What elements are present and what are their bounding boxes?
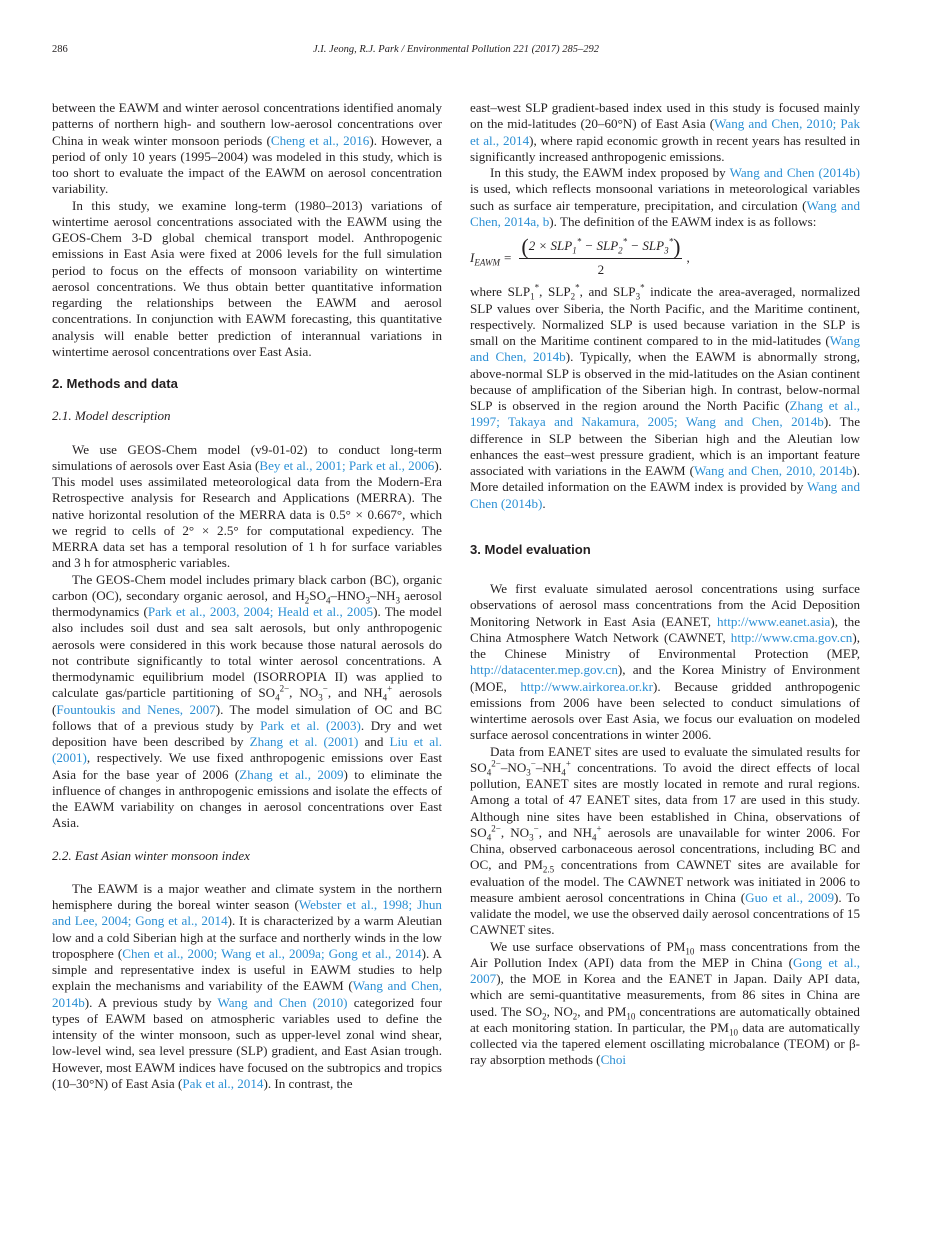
citation-link[interactable]: Bey et al., 2001; Park et al., 2006 — [259, 457, 435, 473]
superscript: − — [533, 823, 539, 834]
eq-subscript: EAWM — [474, 257, 501, 268]
eq-subscript: 3 — [664, 245, 669, 256]
running-head: J.I. Jeong, R.J. Park / Environmental Pollution 221 (2017) 285–292 — [313, 44, 599, 55]
text-run: categorized four types of EAWM based on atmospheric variables used to define the intensity of the winter monsoon, such as upper-level zonal wind shear, low-level wind, sea level pressure (SLP) gradient, and East Asian trough. However, most EAWM indices have focused on the subtropics and tropics (10–30°N) of East Asia ( — [52, 994, 442, 1091]
subsection-heading: 2.2. East Asian winter monsoon index — [52, 847, 250, 863]
text-run: ). It is characterized by a warm Aleutian low and a cold Siberian high at the surface and northerly winds in the low troposphere ( — [52, 913, 442, 961]
eq-lhs — [470, 250, 500, 266]
paragraph — [52, 198, 442, 361]
subscript: 4 — [592, 832, 597, 843]
section-heading: 3. Model evaluation — [470, 541, 591, 557]
text-run: –NH — [535, 759, 562, 775]
citation-link[interactable]: http://datacenter.mep.gov.cn — [470, 662, 618, 678]
superscript: − — [530, 758, 536, 769]
subscript: 2 — [572, 1011, 578, 1022]
text-run: aerosol thermodynamics ( — [52, 587, 442, 619]
subsection-heading: 2.1. Model description — [52, 408, 171, 424]
citation-link[interactable]: Chen et al., 2000; Wang et al., 2009a; Gong et al., 2014 — [122, 945, 422, 961]
text-run: ), the Chinese Ministry of Environmental Protection (MEP, — [470, 629, 860, 662]
subscript: 3 — [318, 692, 323, 703]
text-run: , NO — [546, 1003, 573, 1019]
eq-term: − SLP — [581, 238, 619, 253]
text-run: ). The definition of the EAWM index is as follows: — [549, 213, 817, 229]
paragraph — [52, 572, 442, 832]
superscript: * — [640, 283, 645, 294]
eq-term: 2 × SLP — [528, 238, 573, 253]
text-run: ), where rapid economic growth in recent years has resulted in significantly increased anthropogenic emissions. — [470, 132, 860, 164]
superscript: + — [565, 758, 571, 769]
citation-link[interactable]: Liu et al. (2001) — [52, 734, 442, 766]
text-run: , NO — [500, 824, 530, 840]
text-run: ). Typically, when the EAWM is abnormally strong, above-normal SLP is observed in the mid-latitudes on the Asian continent because of amplification of the Siberian high. In contrast, below-normal SLP is observed in the region around the North Pacific ( — [470, 349, 860, 414]
citation-link[interactable]: Gong et al., 2007 — [470, 954, 860, 987]
text-run: ). The difference in SLP between the Siberian high and the Aleutian low enhances the east–west pressure gradient, which is an important feature associated with variations in the EAWM ( — [470, 414, 861, 479]
subscript: 4 — [382, 692, 388, 703]
citation-link[interactable]: Wang and Chen, 2014b — [52, 978, 442, 1010]
citation-link[interactable]: Wang and Chen, 2010, 2014b — [693, 463, 853, 479]
text-run: –NO — [500, 759, 527, 775]
citation-link[interactable]: Wang and Chen, 2014a, b — [470, 197, 860, 229]
text-run: , NO — [289, 685, 319, 701]
citation-link[interactable]: http://www.eanet.asia — [717, 613, 831, 629]
eq-numerator: $(2 \times SLP_1^* - SLP_2^* - SLP_3^*)$ — [521, 233, 681, 259]
eq-symbol: I — [470, 250, 475, 266]
citation-link[interactable]: Wang and Chen (2014b) — [729, 165, 860, 180]
text-run: concentrations. To avoid the direct effects of local pollution, EANET sites are mostly located in remote and rural regions. Among a total of 47 EANET sites, data from 17 are used in this study. Although nine sites have been established in China, observations of SO — [470, 759, 860, 840]
eq-term: − SLP — [627, 238, 665, 253]
subscript: 4 — [486, 767, 492, 778]
text-run: east–west SLP gradient-based index used in this study is focused mainly on the mid-latitudes (20–60°N) of East Asia ( — [470, 100, 860, 132]
section-heading: 2. Methods and data — [52, 376, 178, 391]
superscript: + — [387, 683, 393, 694]
superscript: 2− — [491, 823, 501, 834]
paragraph — [52, 881, 442, 1092]
text-run: . — [542, 495, 546, 511]
text-run: ), the MOE in Korea and the EANET in Japan. Daily API data, which are semi-quantitative measurements, from 86 sites in China are used. The SO — [470, 971, 860, 1019]
left-column — [52, 100, 442, 1092]
text-run: , SLP — [539, 284, 571, 300]
citation-link[interactable]: Park et al. (2003) — [260, 717, 361, 733]
text-run: ). The model also includes soil dust and sea salt aerosols, but only anthropogenic aerosols were considered in this work because those natural aerosols do not contribute significantly to total winter aerosol concentrations. A thermodynamic equilibrium model (ISORROPIA II) was applied to calculate gas/particle partitioning of SO — [52, 604, 442, 701]
paragraph — [470, 744, 860, 939]
subscript: 2.5 — [542, 865, 555, 875]
text-run: In this study, we examine long-term (1980–2013) variations of wintertime aerosol concentrations associated with the EAWM using the GEOS-Chem 3-D global chemical transport model. Anthropogenic emissions in East Asia were fixed at 2006 levels for the full simulation period to focus on the effects of monsoon variability on wintertime aerosol concentrations. We thus obtain better quantitative information regarding the relationships between the EAWM and aerosol concentrations. In conjunction with EAWM forecasting, this quantitative analysis will enable better prediction of interannual variations in wintertime aerosol concentrations over East Asia. — [52, 197, 442, 359]
text-run: . Dry and wet deposition have been described by — [52, 717, 442, 749]
citation-link[interactable]: Guo et al., 2009 — [745, 889, 835, 905]
citation-link[interactable]: http://www.airkorea.or.kr — [520, 678, 653, 694]
superscript: * — [534, 283, 540, 294]
subscript: 4 — [486, 832, 492, 843]
text-run: ), and the Korea Ministry of Environment (MOE, — [470, 662, 860, 694]
citation-link[interactable]: Zhang et al., 1997; Takaya and Nakamura, 2005; Wang and Chen, 2014b — [470, 398, 860, 430]
paragraph — [52, 100, 442, 198]
paragraph — [470, 284, 860, 512]
eq-equals: = — [504, 250, 512, 266]
eq-star: * — [576, 236, 582, 247]
citation-link[interactable]: Wang and Chen, 2010; Pak et al., 2014 — [470, 116, 860, 148]
text-run: mass concentrations from the Air Pollution Index (API) data from the MEP in China ( — [470, 938, 860, 970]
text-run: ). A simple and representative index is useful in EAWM studies to help explain the mechanisms and variability of the EAWM ( — [52, 945, 443, 994]
eq-star: * — [668, 236, 674, 247]
text-run: ), the China Atmosphere Watch Network (CAWNET, — [470, 613, 861, 645]
subscript: 1 — [530, 292, 535, 302]
eq-denominator: 2 — [597, 262, 605, 278]
superscript: * — [575, 283, 580, 294]
text-run: where SLP — [470, 284, 531, 300]
subscript: 2 — [304, 595, 310, 606]
subscript: 4 — [326, 595, 331, 606]
subscript: 10 — [685, 946, 695, 957]
text-run: –NH — [369, 587, 396, 603]
text-run: concentrations from CAWNET sites are available for evaluation of the model. The CAWNET network was initiated in 2006 to measure ambient aerosol concentrations in China ( — [470, 857, 861, 905]
text-run: data are automatically collected via the tapered element oscillating microbalance (TEOM) or β-ray absorption methods ( — [470, 1019, 861, 1068]
text-run: –HNO — [330, 587, 366, 603]
subscript: 3 — [365, 595, 370, 606]
text-run: aerosols ( — [52, 685, 443, 717]
superscript: − — [322, 683, 328, 694]
text-run: We use GEOS-Chem model (v9-01-02) to conduct long-term simulations of aerosols over East Asia ( — [52, 441, 442, 473]
subscript: 2 — [570, 292, 576, 302]
citation-link[interactable]: Cheng et al., 2016 — [270, 132, 370, 148]
text-run: ). In contrast, the — [263, 1075, 353, 1091]
eq-subscript: 1 — [572, 245, 577, 256]
eq-trailing-comma: , — [686, 250, 690, 266]
text-run: between the EAWM and winter aerosol concentrations identified anomaly patterns of northern high- and southern low-aerosol concentrations over China in weak winter monsoon periods ( — [52, 100, 442, 148]
subscript: 4 — [275, 692, 280, 703]
text-run: ). A previous study by — [84, 994, 218, 1010]
paragraph — [52, 442, 442, 572]
paragraph — [470, 939, 860, 1069]
page-number: 286 — [52, 44, 68, 55]
text-run: , and NH — [327, 685, 383, 701]
citation-link[interactable]: Wang and Chen, 2014b — [470, 333, 860, 365]
right-column — [470, 100, 860, 1069]
text-run: , and PM — [577, 1003, 627, 1019]
subscript: 10 — [728, 1027, 738, 1038]
subscript: 3 — [395, 595, 400, 606]
text-run: ). However, a period of only 10 years (1995–2004) was modeled in this study, which is too short to evaluate the impact of the EAWM on aerosol concentration variability. — [52, 132, 443, 197]
paragraph — [470, 581, 860, 744]
citation-link[interactable]: Zhang et al. (2001) — [249, 734, 359, 749]
text-run: ). To validate the model, we use the observed daily aerosol concentrations of 15 CAWNET sites. — [470, 889, 860, 938]
subscript: 3 — [635, 292, 641, 302]
eq-fraction — [519, 233, 682, 278]
subscript: 3 — [529, 832, 534, 843]
text-run: is used, which reflects monsoonal variations in meteorological variables such as surface air temperature, precipitation, and circulation ( — [470, 181, 860, 213]
paragraph — [470, 165, 860, 230]
text-run: ) to eliminate the influence of changes in anthropogenic emissions and isolate the effects of the EAWM variability on changes in aerosol concentrations over East Asia. — [52, 766, 442, 831]
eawm-equation — [470, 233, 860, 278]
text-run: SO — [309, 587, 327, 603]
text-run: and — [358, 734, 390, 749]
eq-subscript: 2 — [618, 245, 623, 256]
subscript: 10 — [626, 1011, 636, 1022]
subscript: 2 — [542, 1011, 547, 1022]
citation-link[interactable]: Park et al., 2003, 2004; Heald et al., 2005 — [147, 604, 374, 619]
citation-link[interactable]: Zhang et al., 2009 — [239, 766, 344, 782]
citation-link[interactable]: Choi — [600, 1052, 627, 1068]
text-run: We first evaluate simulated aerosol concentrations using surface observations of aerosol mass concentrations from the Acid Deposition Monitoring Network in East Asia (EANET, — [470, 581, 860, 629]
text-run: aerosols are unavailable for winter 2006. For China, observed carbonaceous aerosol concentrations, including BC and OC, and PM — [470, 824, 860, 873]
text-run: , and SLP — [579, 284, 636, 300]
text-run: indicate the area-averaged, normalized SLP values over Siberia, the North Pacific, and the Maritime continent, respectively. Normalized SLP is used because variation in the SLP is small on the Maritime continent compared to in the mid-latitudes ( — [470, 284, 860, 349]
text-run: We use surface observations of PM — [490, 938, 686, 954]
superscript: + — [596, 823, 602, 834]
text-run: Data from EANET sites are used to evaluate the simulated results for SO — [470, 743, 860, 775]
citation-link[interactable]: Fountoukis and Nenes, 2007 — [56, 701, 216, 717]
subscript: 4 — [561, 767, 566, 778]
text-run: concentrations are automatically obtained at each monitoring station. In particular, the PM — [470, 1003, 860, 1035]
text-run: The EAWM is a major weather and climate system in the northern hemisphere during the boreal winter season ( — [52, 880, 442, 912]
citation-link[interactable]: Webster et al., 1998; Jhun and Lee, 2004; Gong et al., 2014 — [52, 897, 442, 929]
superscript: 2− — [491, 758, 501, 769]
eq-star: * — [622, 236, 628, 247]
text-run: ). More detailed information on the EAWM index is provided by — [470, 463, 861, 495]
superscript: 2− — [279, 683, 290, 694]
citation-link[interactable]: http://www.cma.gov.cn — [730, 629, 853, 645]
paragraph — [470, 100, 860, 165]
citation-link[interactable]: Wang and Chen (2010) — [217, 994, 348, 1010]
text-run: , respectively. We use fixed anthropogenic emissions over East Asia for the base year of 2006 ( — [52, 750, 442, 782]
text-run: ). The model simulation of OC and BC follows that of a previous study by — [52, 701, 443, 733]
text-run: ). Because gridded anthropogenic emissions from 2006 have been selected to conduct simulations of wintertime aerosols over East Asia, we focus our evaluation on modeled surface aerosol concentrations in winter 2006. — [470, 678, 860, 743]
citation-link[interactable]: Pak et al., 2014 — [182, 1075, 264, 1091]
text-run: ). This model uses assimilated meteorological data from the Modern-Era Retrospective analysis for Research and Applications (MERRA). The native horizontal resolution of the MERRA data is 0.5° × 0.667°, which we regrid to cells of 2° × 2.5° for computational expediency. The MERRA data set has a temporal resolution of 1 h for surface variables and 3 h for atmospheric variables. — [52, 457, 442, 571]
text-run: The GEOS-Chem model includes primary black carbon (BC), organic carbon (OC), secondary organic aerosol, and H — [52, 571, 442, 603]
citation-link[interactable]: Wang and Chen (2014b) — [470, 479, 861, 511]
text-run: , and NH — [538, 824, 593, 840]
subscript: 3 — [526, 767, 531, 778]
text-run: In this study, the EAWM index proposed by — [490, 165, 730, 180]
